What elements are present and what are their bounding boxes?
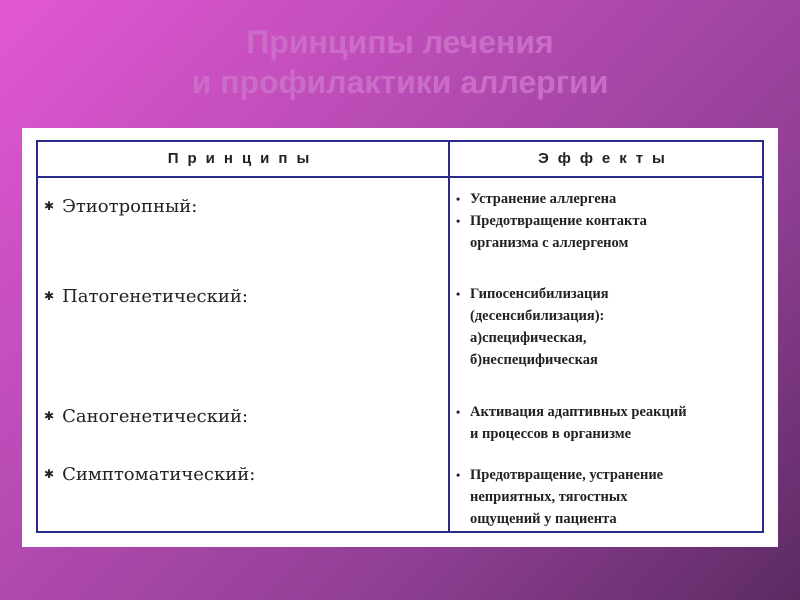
bullet-icon: • — [456, 287, 461, 301]
effects-symptomatic: • Предотвращение, устранение неприятных, тягостных ощущений у пациента — [456, 464, 756, 530]
title-line-1: Принципы лечения — [246, 24, 554, 60]
bullet-icon: • — [456, 214, 461, 228]
table-panel — [22, 128, 778, 547]
asterisk-icon: ✱ — [44, 199, 55, 213]
bullet-icon: • — [456, 405, 461, 419]
header-effects: Эффекты — [538, 150, 674, 167]
principle-symptomatic: ✱ Симптоматический: — [44, 464, 256, 485]
bullet-icon: • — [456, 468, 461, 482]
slide-title — [0, 22, 800, 102]
column-divider — [448, 142, 450, 531]
asterisk-icon: ✱ — [44, 467, 55, 481]
asterisk-icon: ✱ — [44, 289, 55, 303]
title-line-2: и профилактики аллергии — [191, 64, 609, 100]
effects-pathogenetic: • Гипосенсибилизация (десенсибилизация): а)специфическая, б)неспецифическая — [456, 283, 756, 371]
principle-sanogenetic: ✱ Саногенетический: — [44, 406, 249, 427]
bullet-icon: • — [456, 192, 461, 206]
asterisk-icon: ✱ — [44, 409, 55, 423]
principle-pathogenetic: ✱ Патогенетический: — [44, 286, 248, 307]
principle-etiotropic: ✱ Этиотропный: — [44, 196, 198, 217]
principles-table — [36, 140, 764, 533]
header-divider — [38, 176, 762, 178]
effects-sanogenetic: • Активация адаптивных реакций и процессов в организме — [456, 401, 756, 445]
effects-etiotropic: • Устранение аллергена • Предотвращение контакта организма с аллергеном — [456, 188, 756, 254]
header-principles: Принципы — [167, 150, 319, 167]
